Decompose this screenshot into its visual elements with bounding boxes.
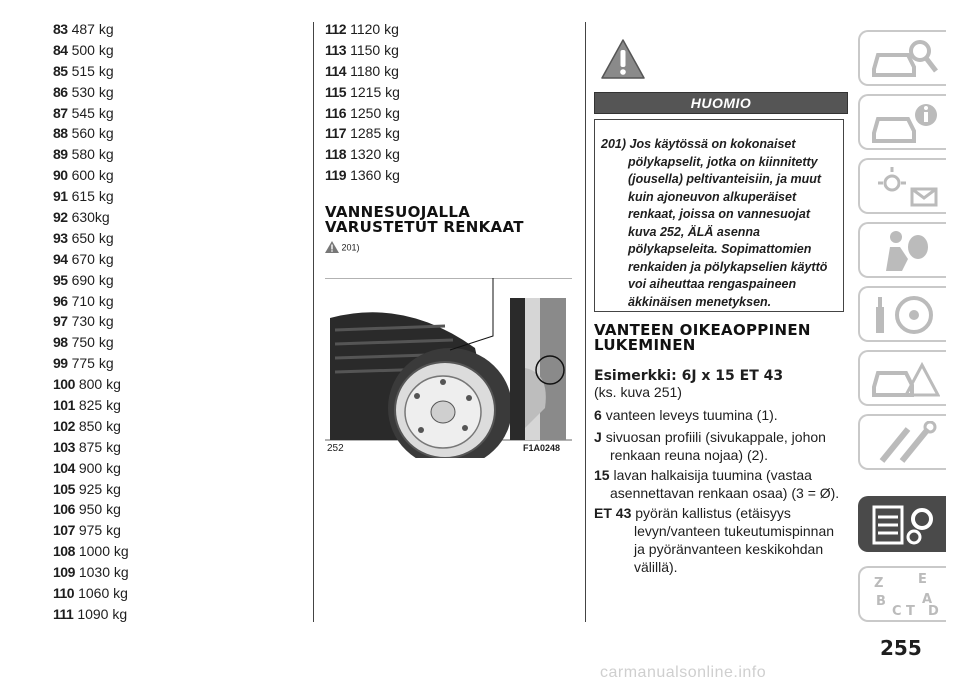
load-index-number: 101 [53, 397, 75, 414]
load-index-row [325, 144, 400, 165]
load-index-number: 86 [53, 83, 68, 100]
load-index-row [53, 144, 129, 165]
load-index-number: 112 [325, 21, 347, 37]
warning-text: 201) Jos käytössä on kokonaiset pölykapselit, jotka on kiinnitetty (jousella) peltivanteisiin, ja muut kuin ajoneuvon alkuperäiset renkaat, joissa on vannesuojat kuva 252, ÄLÄ asenna pölykapseleita. Sopimattomien renkaiden ja pölykapselien käyttö voi aiheuttaa rengaspaineen äkkinäisen menetyksen. [601, 137, 828, 309]
load-index-number: 87 [53, 104, 68, 121]
tab-car-info[interactable] [858, 94, 946, 150]
load-index-weight: 875 kg [78, 438, 121, 455]
warning-title: HUOMIO [594, 92, 848, 114]
load-index-number: 106 [53, 501, 75, 518]
rim-reading-heading: VANTEEN OIKEAOPPINEN LUKEMINEN [594, 321, 811, 354]
warning-triangle-icon [600, 38, 646, 85]
load-index-number: 83 [53, 21, 68, 37]
load-index-weight: 825 kg [78, 397, 121, 414]
load-index-number: 97 [53, 313, 68, 330]
load-index-number: 119 [325, 167, 347, 184]
load-index-row [325, 165, 400, 186]
load-index-row [53, 499, 129, 520]
load-index-weight: 925 kg [78, 480, 121, 497]
load-index-weight: 1320 kg [350, 146, 400, 163]
load-index-number: 93 [53, 229, 68, 246]
load-index-row [53, 458, 129, 479]
column-divider-1 [313, 22, 314, 622]
load-index-number: 102 [53, 417, 75, 434]
svg-text:T: T [906, 604, 915, 617]
load-index-row [53, 19, 129, 40]
load-index-list-1 [53, 19, 129, 625]
load-index-number: 111 [53, 605, 74, 622]
example-reference: (ks. kuva 251) [594, 384, 682, 400]
load-index-weight: 1360 kg [350, 167, 400, 184]
load-index-weight: 975 kg [78, 522, 121, 539]
rim-item-offset: ET 43 pyörän kallistus (etäisyys levyn/vanteen tukeutumispinnan ja pyöränvanteen keskikohdan välillä). [594, 505, 835, 575]
car-warning-icon [868, 357, 940, 401]
rim-item-profile: J sivuosan profiili (sivukappale, johon renkaan reuna nojaa) (2). [594, 429, 826, 463]
warning-reference[interactable]: 201) [325, 241, 360, 255]
load-index-row [53, 123, 129, 144]
figure-number: 252 [327, 443, 344, 454]
tab-airbag-seat[interactable] [858, 222, 946, 278]
load-index-row [53, 186, 129, 207]
load-index-row [53, 374, 129, 395]
load-index-weight: 1120 kg [350, 21, 399, 37]
tab-warning-lights[interactable] [858, 158, 946, 214]
load-index-weight: 670 kg [71, 250, 114, 267]
alphabet-index-icon [868, 573, 940, 617]
rim-item-diameter: 15 lavan halkaisija tuumina (vastaa asennettavan renkaan osaa) (3 = Ø). [594, 467, 840, 501]
load-index-weight: 1180 kg [350, 62, 399, 79]
load-index-weight: 1090 kg [77, 605, 128, 622]
load-index-weight: 730 kg [71, 313, 114, 330]
load-index-weight: 1250 kg [350, 104, 400, 121]
load-index-row [53, 165, 129, 186]
svg-text:E: E [918, 573, 927, 587]
tab-steering-wheel[interactable] [858, 286, 946, 342]
warning-lights-icon [868, 165, 940, 209]
load-index-number: 88 [53, 125, 68, 142]
load-index-weight: 545 kg [71, 104, 114, 121]
load-index-weight: 560 kg [71, 125, 114, 142]
tab-specifications[interactable] [858, 496, 946, 552]
load-index-row [53, 249, 129, 270]
load-index-weight: 800 kg [78, 376, 121, 393]
load-index-number: 114 [325, 62, 347, 79]
page-number: 255 [880, 636, 922, 660]
load-index-weight: 900 kg [78, 459, 121, 476]
load-index-weight: 1285 kg [350, 125, 400, 142]
load-index-weight: 1150 kg [350, 41, 399, 58]
load-index-number: 104 [53, 459, 75, 476]
airbag-seat-icon [868, 229, 940, 273]
specifications-icon [868, 503, 940, 547]
load-index-number: 100 [53, 376, 75, 393]
load-index-row [53, 395, 129, 416]
load-index-row [53, 291, 129, 312]
load-index-weight: 500 kg [71, 41, 114, 58]
load-index-number: 92 [53, 209, 68, 226]
load-index-row [53, 103, 129, 124]
load-index-number: 116 [325, 104, 347, 121]
load-index-number: 96 [53, 292, 68, 309]
car-search-icon [868, 37, 940, 81]
load-index-row [53, 40, 129, 61]
load-index-number: 99 [53, 355, 68, 372]
car-info-icon [868, 101, 940, 145]
load-index-weight: 750 kg [71, 334, 114, 351]
figure-code: F1A0248 [523, 443, 561, 453]
load-index-row [53, 479, 129, 500]
load-index-row [325, 40, 400, 61]
load-index-number: 113 [325, 41, 347, 58]
watermark: carmanualsonline.info [600, 664, 767, 681]
load-index-row [325, 19, 400, 40]
example-heading: Esimerkki: 6J x 15 ET 43 [594, 368, 784, 384]
load-index-weight: 690 kg [71, 271, 114, 288]
svg-text:C: C [892, 604, 902, 617]
warning-box [594, 119, 844, 312]
load-index-number: 94 [53, 250, 68, 267]
load-index-row [53, 61, 129, 82]
load-index-weight: 1000 kg [78, 543, 129, 560]
wheel-covers-heading: VANNESUOJALLA VARUSTETUT RENKAAT [325, 203, 524, 236]
load-index-number: 91 [53, 188, 68, 205]
load-index-number: 110 [53, 585, 75, 602]
load-index-row [53, 353, 129, 374]
load-index-number: 108 [53, 543, 75, 560]
load-index-number: 85 [53, 62, 68, 79]
load-index-number: 105 [53, 480, 75, 497]
tab-car-search[interactable] [858, 30, 946, 86]
svg-text:Z: Z [874, 576, 884, 591]
svg-text:D: D [928, 604, 939, 617]
tab-car-warning[interactable] [858, 350, 946, 406]
load-index-number: 84 [53, 41, 68, 58]
load-index-number: 118 [325, 146, 347, 163]
load-index-row [53, 332, 129, 353]
load-index-list-2 [325, 19, 400, 186]
load-index-row [53, 270, 129, 291]
warning-triangle-icon [325, 241, 339, 255]
load-index-weight: 630kg [71, 209, 110, 226]
rim-item-width: 6 vanteen leveys tuumina (1). [594, 407, 778, 423]
load-index-weight: 850 kg [78, 417, 121, 434]
load-index-row [325, 103, 400, 124]
svg-text:A: A [922, 592, 933, 607]
load-index-row [53, 82, 129, 103]
load-index-number: 90 [53, 167, 68, 184]
load-index-row [53, 207, 129, 228]
load-index-weight: 1030 kg [78, 564, 129, 581]
load-index-number: 98 [53, 334, 68, 351]
load-index-row [53, 541, 129, 562]
load-index-weight: 515 kg [71, 62, 114, 79]
load-index-row [53, 583, 129, 604]
column-divider-2 [585, 22, 586, 622]
load-index-weight: 1060 kg [78, 585, 128, 602]
load-index-number: 95 [53, 271, 68, 288]
load-index-row [53, 311, 129, 332]
load-index-weight: 775 kg [71, 355, 114, 372]
load-index-weight: 950 kg [78, 501, 121, 518]
load-index-row [53, 562, 129, 583]
load-index-number: 115 [325, 83, 347, 100]
load-index-row [53, 228, 129, 249]
load-index-weight: 487 kg [71, 21, 114, 37]
load-index-number: 117 [325, 125, 347, 142]
load-index-weight: 1215 kg [350, 83, 400, 100]
load-index-weight: 580 kg [71, 146, 114, 163]
load-index-number: 107 [53, 522, 75, 539]
load-index-row [53, 437, 129, 458]
load-index-row [325, 82, 400, 103]
tab-alphabet-index[interactable] [858, 566, 946, 622]
tools-icon [868, 421, 940, 465]
load-index-weight: 530 kg [71, 83, 114, 100]
load-index-weight: 710 kg [71, 292, 114, 309]
load-index-row [53, 604, 129, 625]
load-index-weight: 615 kg [71, 188, 114, 205]
load-index-weight: 650 kg [71, 229, 114, 246]
load-index-row [53, 416, 129, 437]
load-index-number: 89 [53, 146, 68, 163]
load-index-row [325, 123, 400, 144]
load-index-weight: 600 kg [71, 167, 114, 184]
load-index-number: 109 [53, 564, 75, 581]
load-index-number: 103 [53, 438, 75, 455]
load-index-row [53, 520, 129, 541]
svg-text:B: B [876, 594, 886, 609]
load-index-row [325, 61, 400, 82]
figure-252-wheel-cover [325, 278, 572, 458]
tab-tools[interactable] [858, 414, 946, 470]
steering-wheel-icon [868, 293, 940, 337]
